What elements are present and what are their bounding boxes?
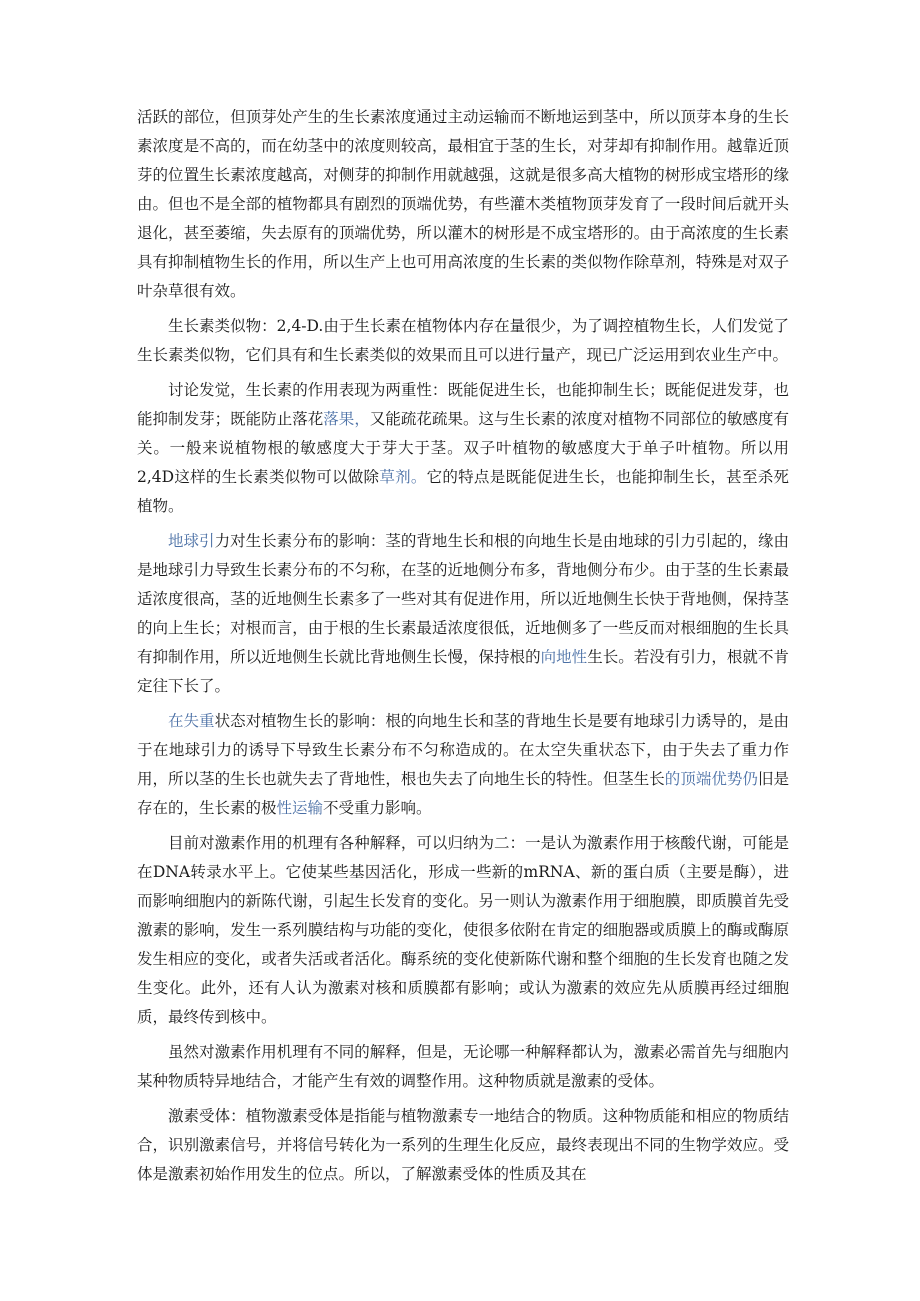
hyperlink-text[interactable]: 的顶端优势仍	[664, 770, 758, 788]
body-text: 状态对植物生长的影响：根的向地生长和茎的背地生长是要有地球引力诱导的，是由于在地球引力的诱导下导致生长素分布不匀称造成的。在太空失重状态下，由于失去了重力作用，所以茎的生长也就失去了背地性，根也失去了向地生长的特性。但茎生长	[137, 712, 789, 788]
hyperlink-text[interactable]: 草剂。	[379, 468, 427, 486]
body-text: 激素受体：植物激素受体是指能与植物激素专一地结合的物质。这种物质能和相应的物质结合，识别激素信号，并将信号转化为一系列的生理生化反应，最终表现出不同的生物学效应。受体是激素初始作用发生的位点。所以，了解激素受体的性质及其在	[137, 1107, 789, 1183]
body-text: 讨论发觉，生长素的作用表现为两重性：既能促进生长，也能抑制生长；既能促进发芽，也能抑制发芽；既能防止落花	[137, 381, 789, 428]
paragraph-8	[137, 1102, 789, 1189]
hyperlink-text[interactable]: 地球引	[168, 532, 215, 550]
paragraph-4	[137, 527, 789, 701]
hyperlink-text[interactable]: 在失重	[168, 712, 215, 730]
paragraph-2	[137, 312, 789, 370]
body-text: 活跃的部位，但顶芽处产生的生长素浓度通过主动运输而不断地运到茎中，所以顶芽本身的生长素浓度是不高的，而在幼茎中的浓度则较高，最相宜于茎的生长，对芽却有抑制作用。越靠近顶芽的位置生长素浓度越高，对侧芽的抑制作用就越强，这就是很多高大植物的树形成宝塔形的缘由。但也不是全部的植物都具有剧烈的顶端优势，有些灌木类植物顶芽发育了一段时间后就开头退化，甚至萎缩，失去原有的顶端优势，所以灌木的树形是不成宝塔形的。由于高浓度的生长素具有抑制植物生长的作用，所以生产上也可用高浓度的生长素的类似物作除草剂，特殊是对双子叶杂草很有效。	[137, 108, 789, 300]
body-text: 它的特点是既能促进生长，也能抑制生长，甚至杀死植物。	[137, 468, 789, 515]
body-text: 目前对激素作用的机理有各种解释，可以归纳为二：一是认为激素作用于核酸代谢，可能是在DNA转录水平上。它使某些基因活化，形成一些新的mRNA、新的蛋白质（主要是酶），进而影响细胞内的新陈代谢，引起生长发育的变化。另一则认为激素作用于细胞膜，即质膜首先受激素的影响，发生一系列膜结构与功能的变化，使很多依附在肯定的细胞器或质膜上的酶或酶原发生相应的变化，或者失活或者活化。酶系统的变化使新陈代谢和整个细胞的生长发育也随之发生变化。此外，还有人认为激素对核和质膜都有影响；或认为激素的效应先从质膜再经过细胞质，最终传到核中。	[137, 834, 789, 1026]
paragraph-5	[137, 707, 789, 823]
document-page	[137, 103, 789, 1195]
body-text: 生长素类似物：2,4-D.由于生长素在植物体内存在量很少，为了调控植物生长，人们发觉了生长素类似物，它们具有和生长素类似的效果而且可以进行量产，现已广泛运用到农业生产中。	[137, 317, 789, 364]
body-text: 生长。若没有引力，根就不肯定往下长了。	[137, 648, 789, 695]
body-text: 虽然对激素作用机理有不同的解释，但是，无论哪一种解释都认为，激素必需首先与细胞内某种物质特异地结合，才能产生有效的调整作用。这种物质就是激素的受体。	[137, 1043, 789, 1090]
body-text: 旧是存在的，生长素的极	[137, 770, 789, 817]
body-text: 又能疏花疏果。这与生长素的浓度对植物不同部位的敏感度有关。一般来说植物根的敏感度大于芽大于茎。双子叶植物的敏感度大于单子叶植物。所以用2,4D这样的生长素类似物可以做除	[137, 410, 789, 486]
paragraph-7	[137, 1038, 789, 1096]
hyperlink-text[interactable]: 向地性	[540, 648, 588, 666]
body-text: 不受重力影响。	[323, 799, 432, 817]
paragraph-3	[137, 376, 789, 521]
body-text: 力对生长素分布的影响：茎的背地生长和根的向地生长是由地球的引力引起的，缘由是地球引力导致生长素分布的不匀称，在茎的近地侧分布多，背地侧分布少。由于茎的生长素最适浓度很高，茎的近地侧生长素多了一些对其有促进作用，所以近地侧生长快于背地侧，保持茎的向上生长；对根而言，由于根的生长素最适浓度很低，近地侧多了一些反而对根细胞的生长具有抑制作用，所以近地侧生长就比背地侧生长慢，保持根的	[137, 532, 789, 666]
paragraph-6	[137, 829, 789, 1032]
hyperlink-text[interactable]: 落果，	[323, 410, 370, 428]
paragraph-1	[137, 103, 789, 306]
hyperlink-text[interactable]: 性运输	[276, 799, 324, 817]
